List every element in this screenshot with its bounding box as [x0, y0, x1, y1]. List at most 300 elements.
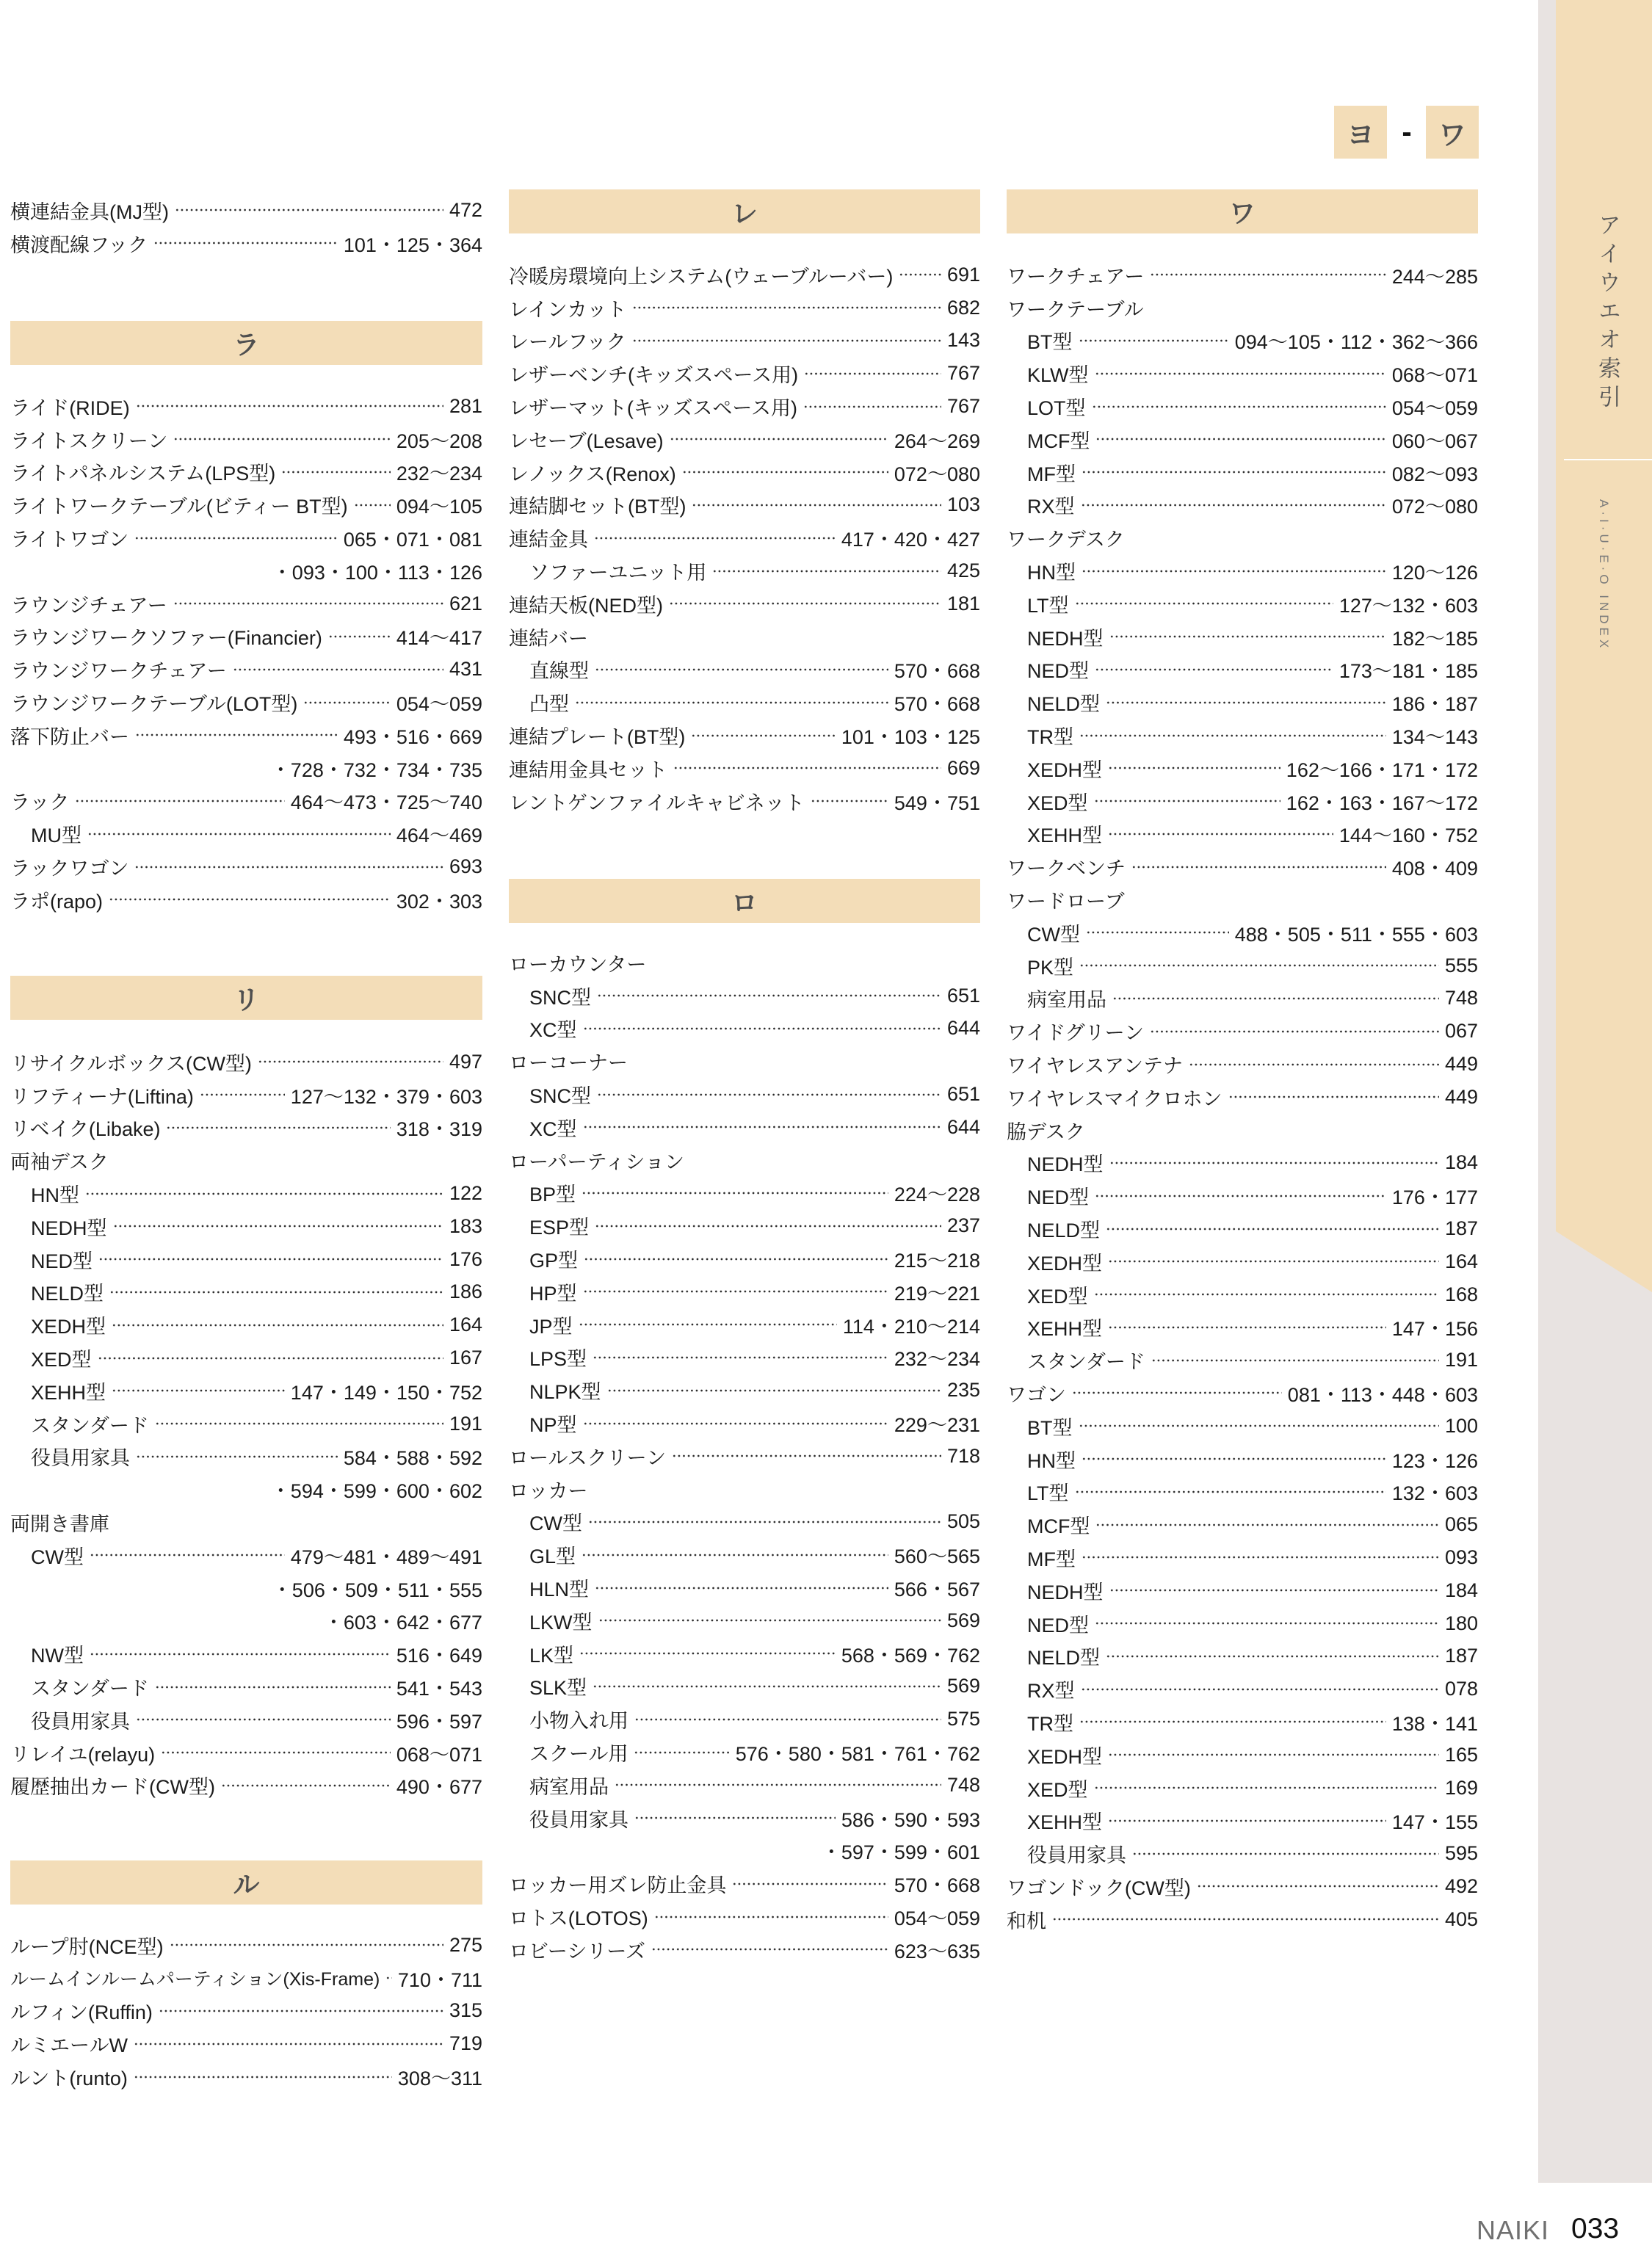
entry-label: CW型: [1027, 923, 1080, 946]
index-sub-entry: [1007, 1245, 1478, 1278]
index-entry: [509, 456, 980, 489]
index-entry: [1007, 1870, 1478, 1903]
index-sub-entry: [1007, 587, 1478, 620]
dot-leader: [328, 634, 391, 639]
entry-pages: 191: [449, 1412, 482, 1435]
section-header: ワ: [1007, 189, 1478, 233]
dot-leader: [1095, 1523, 1438, 1527]
index-sub-entry: [1007, 1706, 1478, 1739]
entry-pages: 072～080: [1391, 496, 1478, 518]
entry-pages: 181: [946, 592, 980, 615]
entry-label: ローパーティション: [509, 1150, 684, 1173]
dot-leader: [670, 437, 888, 441]
index-sub-entry: [1007, 1410, 1478, 1443]
entry-pages: 505: [946, 1510, 980, 1533]
dot-leader: [634, 1816, 836, 1820]
entry-label: PK型: [1027, 956, 1074, 979]
entry-label: 両開き書庫: [10, 1513, 109, 1536]
index-sub-entry: [509, 1670, 980, 1703]
entry-label: ルフィン(Ruffin): [10, 2001, 153, 2024]
entry-pages: 623～635: [894, 1940, 980, 1963]
entry-label: ローコーナー: [509, 1052, 628, 1075]
entry-pages: ・093・100・113・126: [272, 561, 482, 584]
index-entry: [10, 2027, 482, 2060]
entry-label: レントゲンファイルキャビネット: [509, 791, 805, 814]
dot-leader: [1132, 1852, 1439, 1856]
dot-leader: [583, 1026, 941, 1031]
index-sub-entry: [509, 1275, 980, 1308]
index-sub-entry: [509, 1374, 980, 1407]
entry-pages: 127～132・603: [1338, 594, 1478, 617]
dot-leader: [579, 1322, 837, 1327]
index-sub-entry: [1007, 686, 1478, 719]
dot-leader: [595, 1224, 941, 1228]
index-entry: [509, 719, 980, 752]
entry-pages: 718: [946, 1444, 980, 1467]
dot-leader: [173, 437, 391, 441]
entry-pages: 408・409: [1391, 858, 1478, 880]
dot-leader: [1108, 1325, 1386, 1330]
index-sub-entry: [509, 1407, 980, 1440]
entry-label: 役員用家具: [31, 1447, 130, 1470]
dot-leader: [1075, 601, 1333, 606]
index-entry: [10, 653, 482, 686]
index-sub-entry: [10, 1308, 482, 1341]
section-entries: [1007, 258, 1478, 1936]
index-sub-entry: [509, 979, 980, 1012]
entry-pages: 068～071: [396, 1743, 482, 1766]
entry-label: 連結用金具セット: [509, 758, 667, 781]
entry-pages: 748: [1444, 987, 1478, 1010]
index-sub-entry: [509, 554, 980, 587]
entry-pages: 414～417: [396, 627, 482, 650]
entry-pages: 067: [1444, 1020, 1478, 1043]
dot-leader: [672, 1454, 941, 1458]
dot-leader: [258, 1059, 443, 1064]
index-entry: [1007, 258, 1478, 291]
dot-leader: [109, 897, 391, 902]
index-entry: [509, 752, 980, 785]
entry-pages: 560～565: [894, 1545, 980, 1568]
dot-leader: [173, 601, 443, 606]
index-sub-entry: [1007, 916, 1478, 949]
dot-leader: [583, 1125, 941, 1129]
entry-pages: 566・567: [894, 1579, 980, 1601]
entry-pages: 138・141: [1391, 1712, 1478, 1735]
index-entry-continuation: [10, 752, 482, 785]
entry-pages: 232～234: [396, 463, 482, 485]
index-sub-entry: [1007, 325, 1478, 358]
entry-label: XEDH型: [1027, 1745, 1103, 1768]
dot-leader: [1079, 338, 1229, 343]
entry-pages: 176・177: [1391, 1186, 1478, 1209]
entry-pages: 488・505・511・555・603: [1234, 923, 1478, 946]
index-entry: [509, 1144, 980, 1177]
entry-label: CW型: [529, 1512, 582, 1535]
dot-leader: [1109, 1161, 1439, 1165]
entry-label: NELD型: [1027, 693, 1101, 716]
index-sub-entry: [509, 1736, 980, 1769]
index-sub-entry: [10, 1637, 482, 1670]
entry-pages: 134～143: [1391, 726, 1478, 749]
entry-label: リベイク(Libake): [10, 1118, 161, 1141]
entry-pages: 490・677: [396, 1776, 482, 1799]
index-sub-entry: [10, 817, 482, 850]
entry-pages: 264～269: [894, 430, 980, 452]
index-sub-entry: [1007, 949, 1478, 982]
index-sub-entry: [10, 1243, 482, 1276]
index-entry: [10, 1962, 482, 1995]
entry-label: 連結天板(NED型): [509, 594, 663, 617]
dot-leader: [134, 865, 443, 869]
entry-pages: 082～093: [1391, 463, 1478, 485]
dot-leader: [112, 1388, 285, 1393]
index-entry: [10, 883, 482, 916]
entry-label: スクール用: [529, 1743, 628, 1766]
entry-pages: 586・590・593: [841, 1808, 980, 1831]
dot-leader: [1082, 569, 1386, 573]
entry-label: ラウンジチェアー: [10, 594, 167, 617]
entry-pages: 169: [1444, 1776, 1478, 1799]
dot-leader: [595, 1586, 888, 1590]
entry-pages: 054～059: [1391, 397, 1478, 420]
entry-label: リサイクルボックス(CW型): [10, 1052, 252, 1075]
entry-label: SNC型: [529, 1085, 592, 1108]
entry-pages: 187: [1444, 1645, 1478, 1667]
entry-label: LT型: [1027, 1482, 1069, 1505]
entry-pages: 164: [449, 1313, 482, 1336]
entry-pages: 078: [1444, 1678, 1478, 1700]
index-entry: [10, 390, 482, 423]
entry-pages: 669: [946, 756, 980, 779]
entry-pages: 191: [1444, 1349, 1478, 1371]
entry-pages: 162・163・167～172: [1286, 791, 1478, 814]
dot-leader: [1092, 405, 1386, 409]
entry-label: XED型: [1027, 1778, 1088, 1801]
entry-pages: 595: [1444, 1842, 1478, 1865]
entry-label: ESP型: [529, 1217, 590, 1239]
index-entry: [509, 521, 980, 554]
index-entry: [1007, 1015, 1478, 1048]
entry-label: スタンダード: [1027, 1351, 1145, 1374]
dot-leader: [153, 241, 338, 245]
index-entry: [509, 587, 980, 620]
dot-leader: [1150, 272, 1386, 277]
dot-leader: [1106, 700, 1386, 705]
entry-pages: 308～311: [397, 2068, 482, 2090]
entry-label: NED型: [1027, 1186, 1090, 1209]
dot-leader: [90, 1652, 391, 1656]
entry-label: ラック: [10, 791, 70, 814]
entry-label: ルミエールW: [10, 2034, 128, 2057]
entry-pages: 644: [946, 1017, 980, 1040]
entry-pages: 492: [1444, 1874, 1478, 1897]
entry-label: レノックス(Renox): [509, 463, 676, 485]
index-entry: [10, 1046, 482, 1079]
entry-pages: 184: [1444, 1151, 1478, 1174]
entry-label: LK型: [529, 1644, 574, 1667]
index-entry: [1007, 521, 1478, 554]
entry-label: NEDH型: [31, 1217, 107, 1239]
entry-label: ワークベンチ: [1007, 858, 1126, 880]
index-sub-entry: [10, 1441, 482, 1474]
dot-leader: [692, 503, 941, 507]
dot-leader: [233, 667, 443, 672]
dot-leader: [634, 1750, 729, 1755]
entry-label: GL型: [529, 1545, 576, 1568]
index-entry: [509, 1933, 980, 1966]
entry-label: NELD型: [31, 1283, 104, 1305]
index-sub-entry: [509, 1012, 980, 1046]
entry-label: LPS型: [529, 1348, 587, 1371]
entry-label: ローカウンター: [509, 953, 647, 976]
entry-pages: 693: [449, 855, 482, 878]
entry-pages: 232～234: [894, 1348, 980, 1371]
dot-leader: [98, 1356, 443, 1360]
dot-leader: [75, 799, 284, 803]
dot-leader: [200, 1092, 285, 1097]
index-entry: [10, 850, 482, 883]
entry-pages: 186: [449, 1280, 482, 1303]
index-sub-entry: [10, 1670, 482, 1703]
index-sub-entry: [10, 1374, 482, 1407]
entry-pages: 184: [1444, 1579, 1478, 1601]
index-entry: [10, 1506, 482, 1539]
index-entry: [509, 1473, 980, 1506]
entry-pages: 165: [1444, 1743, 1478, 1766]
index-sub-entry: [10, 1276, 482, 1309]
dot-leader: [597, 1092, 941, 1097]
dot-leader: [1075, 1490, 1386, 1494]
index-entry: [10, 785, 482, 818]
dot-leader: [113, 1224, 443, 1228]
index-sub-entry: [509, 1078, 980, 1111]
entry-label: MF型: [1027, 1548, 1076, 1570]
entry-pages: 103: [946, 493, 980, 516]
index-entry: [10, 227, 482, 260]
entry-pages: 596・597: [396, 1710, 482, 1733]
index-sub-entry: [509, 1637, 980, 1670]
dot-leader: [1109, 1588, 1439, 1592]
index-entry: [10, 1995, 482, 2028]
entry-label: ワークテーブル: [1007, 298, 1144, 321]
entry-label: ロールスクリーン: [509, 1446, 667, 1469]
entry-pages: 147・156: [1391, 1318, 1478, 1341]
dot-leader: [112, 1323, 443, 1327]
index-entry: [1007, 850, 1478, 883]
index-entry: [10, 1736, 482, 1769]
entry-label: ワイドグリーン: [1007, 1022, 1145, 1045]
entry-label: レセーブ(Lesave): [509, 430, 664, 452]
entry-label: XED型: [31, 1349, 92, 1371]
index-sub-entry: [509, 1341, 980, 1374]
entry-label: 和机: [1007, 1910, 1046, 1932]
dot-leader: [303, 700, 391, 705]
entry-pages: 147・155: [1391, 1811, 1478, 1834]
entry-label: NEDH型: [1027, 627, 1104, 650]
index-entry: [10, 521, 482, 554]
entry-label: MCF型: [1027, 430, 1090, 452]
entry-pages: 101・103・125: [841, 726, 980, 749]
entry-label: 凸型: [529, 693, 569, 716]
entry-pages: 224～228: [894, 1184, 980, 1206]
dot-leader: [1086, 930, 1229, 935]
entry-label: 冷暖房環境向上システム(ウェーブルーバー): [509, 265, 894, 288]
page-number: 033: [1571, 2213, 1620, 2244]
index-range-from: ヨ: [1334, 106, 1387, 159]
entry-pages: 186・187: [1391, 693, 1478, 716]
index-sub-entry: [1007, 1837, 1478, 1870]
section-header: ロ: [509, 879, 980, 923]
entry-label: MCF型: [1027, 1515, 1090, 1538]
entry-pages: 431: [449, 658, 482, 681]
entry-label: HLN型: [529, 1579, 590, 1601]
dot-leader: [598, 1618, 941, 1623]
entry-label: CW型: [31, 1545, 84, 1568]
entry-pages: 182～185: [1391, 627, 1478, 650]
index-sub-entry: [1007, 1804, 1478, 1837]
entry-pages: 541・543: [396, 1678, 482, 1700]
entry-pages: 651: [946, 1083, 980, 1106]
entry-label: リレイユ(relayu): [10, 1743, 156, 1766]
dot-leader: [732, 1882, 888, 1886]
entry-label: XEDH型: [1027, 1252, 1103, 1275]
entry-label: 落下防止バー: [10, 725, 129, 748]
entry-pages: ・603・642・677: [323, 1612, 482, 1634]
index-entry: [509, 620, 980, 653]
index-sub-entry: [1007, 982, 1478, 1015]
index-entry-continuation: [509, 1835, 980, 1868]
entry-label: NP型: [529, 1414, 577, 1437]
entry-label: NED型: [1027, 660, 1090, 683]
index-entry: [509, 1045, 980, 1078]
section-entries: [10, 194, 482, 260]
entry-pages: 719: [449, 2032, 482, 2055]
entry-pages: 568・569・762: [841, 1644, 980, 1667]
entry-label: ラウンジワークソファー(Financier): [10, 627, 322, 650]
index-entry: [10, 488, 482, 521]
side-tab-subtitle: A·I·U·E·O INDEX: [1597, 499, 1611, 652]
entry-label: GP型: [529, 1250, 579, 1272]
entry-pages: 176: [449, 1247, 482, 1270]
entry-label: MU型: [31, 825, 81, 847]
index-sub-entry: [509, 1769, 980, 1802]
dot-leader: [607, 1388, 941, 1393]
dot-leader: [804, 372, 941, 376]
section-header: リ: [10, 976, 482, 1020]
index-sub-entry: [1007, 1607, 1478, 1640]
entry-label: ラックワゴン: [10, 858, 129, 880]
index-sub-entry: [1007, 653, 1478, 686]
entry-pages: 275: [449, 1933, 482, 1956]
index-column-1: [10, 0, 482, 2203]
entry-label: 連結プレート(BT型): [509, 726, 686, 749]
index-sub-entry: [1007, 554, 1478, 587]
index-sub-entry: [10, 1703, 482, 1736]
dot-leader: [1095, 372, 1386, 376]
index-entry: [1007, 1114, 1478, 1147]
entry-label: RX型: [1027, 1680, 1075, 1703]
index-entry: [10, 686, 482, 719]
index-entry: [10, 1144, 482, 1177]
entry-label: HN型: [31, 1184, 79, 1207]
entry-pages: 168: [1444, 1283, 1478, 1305]
index-sub-entry: [1007, 752, 1478, 785]
index-sub-entry: [1007, 1344, 1478, 1377]
entry-label: MF型: [1027, 463, 1076, 485]
entry-pages: 464～469: [396, 825, 482, 847]
entry-label: LT型: [1027, 594, 1069, 617]
entry-label: HP型: [529, 1282, 577, 1305]
entry-label: ロッカー: [509, 1479, 588, 1502]
index-entry: [509, 291, 980, 325]
entry-pages: 569: [946, 1609, 980, 1631]
dot-leader: [281, 470, 391, 474]
entry-label: XEHH型: [1027, 1318, 1103, 1341]
entry-pages: 100: [1444, 1414, 1478, 1437]
index-entry: [509, 489, 980, 522]
entry-label: 履歴抽出カード(CW型): [10, 1776, 215, 1799]
entry-pages: 054～059: [894, 1907, 980, 1929]
dot-leader: [134, 2075, 392, 2079]
dot-leader: [632, 305, 941, 310]
entry-pages: 576・580・581・761・762: [735, 1743, 980, 1766]
entry-pages: 449: [1444, 1053, 1478, 1076]
index-entry: [1007, 1048, 1478, 1081]
index-entry: [1007, 1377, 1478, 1410]
dot-leader: [588, 1520, 941, 1524]
entry-label: SNC型: [529, 986, 592, 1009]
dot-leader: [583, 1421, 888, 1426]
dot-leader: [1131, 865, 1386, 869]
entry-label: レザーマット(キッズスペース用): [509, 397, 798, 420]
dot-leader: [803, 405, 941, 409]
entry-pages: 710・711: [397, 1968, 482, 1991]
dot-leader: [899, 272, 941, 277]
index-sub-entry: [509, 1571, 980, 1604]
entry-pages: 621: [449, 592, 482, 615]
entry-label: LKW型: [529, 1611, 593, 1634]
index-entry: [1007, 1081, 1478, 1114]
dot-leader: [1082, 470, 1386, 474]
index-entry: [10, 423, 482, 456]
entry-pages: 054～059: [396, 693, 482, 716]
entry-pages: 072～080: [894, 463, 980, 485]
dot-leader: [1106, 1654, 1439, 1659]
entry-pages: 472: [449, 198, 482, 221]
entry-pages: 767: [946, 395, 980, 418]
index-sub-entry: [509, 1242, 980, 1275]
entry-label: 役員用家具: [529, 1808, 628, 1831]
entry-label: NLPK型: [529, 1381, 601, 1404]
index-entry-continuation: [10, 1473, 482, 1506]
entry-label: NEDH型: [1027, 1581, 1104, 1603]
dot-leader: [1082, 1457, 1386, 1461]
dot-leader: [1072, 1391, 1282, 1395]
entry-label: ワークデスク: [1007, 529, 1125, 551]
section-entries: [10, 390, 482, 916]
entry-label: NELD型: [1027, 1647, 1101, 1670]
index-sub-entry: [1007, 818, 1478, 851]
entry-pages: 417・420・427: [841, 529, 980, 551]
entry-pages: 132・603: [1391, 1482, 1478, 1505]
side-tab-divider: [1564, 459, 1652, 460]
entry-pages: 575: [946, 1708, 980, 1731]
index-sub-entry: [1007, 1639, 1478, 1673]
entry-label: ルームインルームパーティション(Xis-Frame): [10, 1969, 380, 1990]
index-sub-entry: [1007, 489, 1478, 522]
entry-pages: 497: [449, 1050, 482, 1073]
